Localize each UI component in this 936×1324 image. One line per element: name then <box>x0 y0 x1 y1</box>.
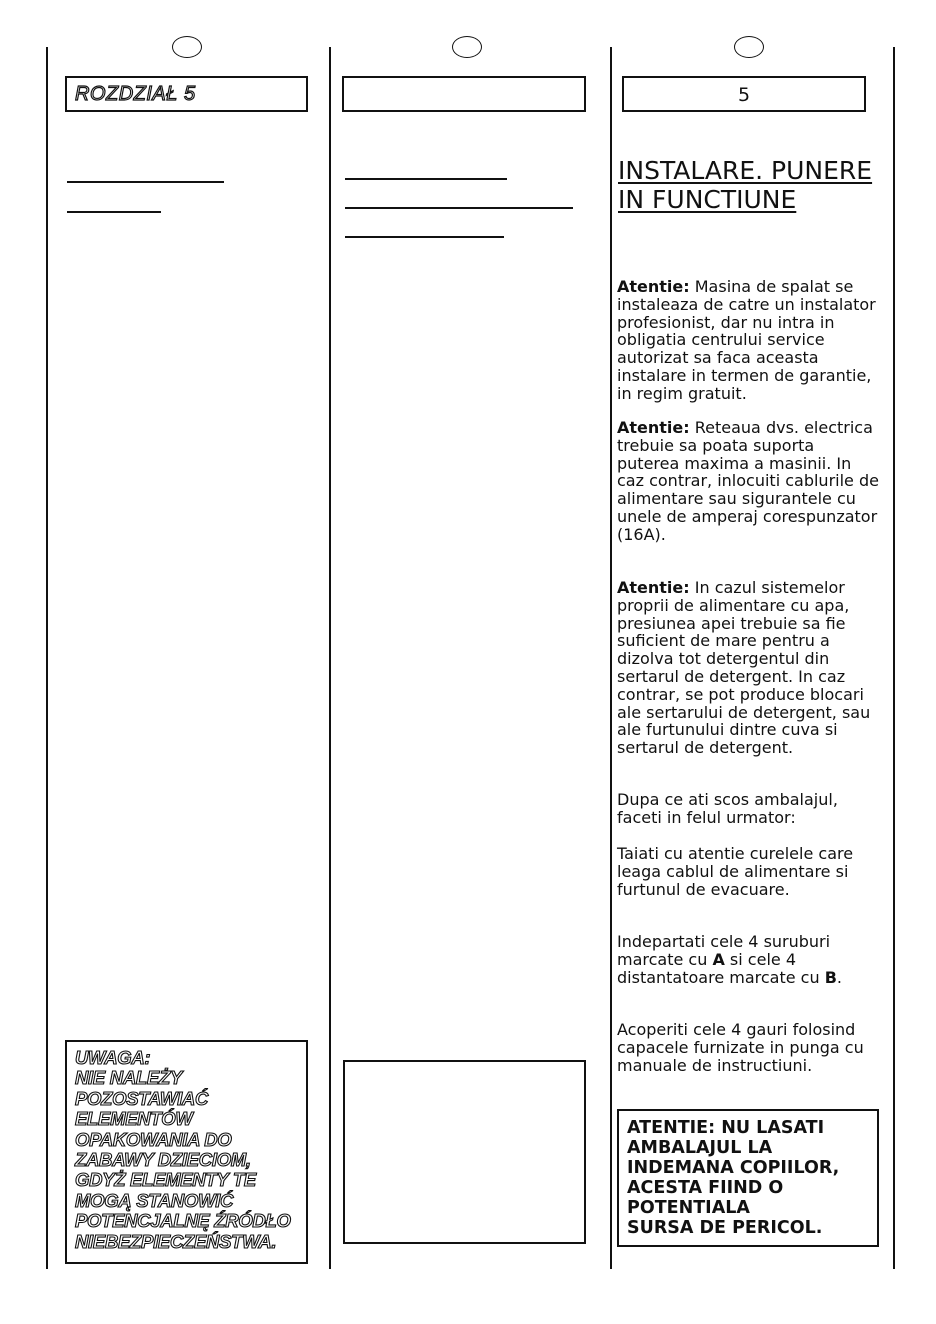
column-divider-1 <box>46 47 48 1269</box>
chapter-header-right <box>622 76 866 112</box>
column-divider-3 <box>610 47 612 1269</box>
warning-line: POTENTIALA <box>627 1198 750 1218</box>
warning-line: NIEBEZPIECZEŃSTWA. <box>75 1230 277 1252</box>
paragraph-screws <box>617 933 879 986</box>
language-badge-middle <box>452 36 482 58</box>
warning-line: POTENCJALNĘ ŹRÓDŁO <box>75 1210 291 1232</box>
warning-line: MOGĄ STANOWIĆ <box>75 1189 234 1211</box>
warning-line: GDYŻ ELEMENTY TE <box>75 1169 256 1191</box>
warning-line: ATENTIE: NU LASATI <box>627 1118 825 1138</box>
warning-line: POZOSTAWIAĆ <box>75 1087 209 1109</box>
column-divider-2 <box>329 47 331 1269</box>
paragraph-text: Dupa ce ati scos ambalajul, faceti in felul urmator: <box>617 790 838 827</box>
warning-line: SURSA DE PERICOL. <box>627 1218 823 1238</box>
warning-box-left <box>65 1040 308 1264</box>
warning-line: ACESTA FIIND O <box>627 1178 784 1198</box>
paragraph-text: Taiati cu atentie curelele care leaga cablul de alimentare si furtunul de evacuare. <box>617 844 854 899</box>
warning-line: NIE NALEŻY <box>75 1067 182 1089</box>
attention-label: Atentie: <box>617 277 690 296</box>
paragraph-text: Acoperiti cele 4 gauri folosind capacele furnizate in punga cu manuale de instructiuni. <box>617 1020 864 1075</box>
heading-underline <box>67 181 224 183</box>
paragraph-attention-2 <box>617 419 879 544</box>
heading-underline <box>345 207 573 209</box>
paragraph-attention-3 <box>617 579 879 757</box>
marker-b: B <box>824 967 837 987</box>
paragraph-straps <box>617 845 879 898</box>
warning-box-right <box>617 1109 879 1247</box>
warning-line: OPAKOWANIA DO <box>75 1128 232 1150</box>
paragraph-text: Indepartati cele 4 suruburi marcate cu <box>617 932 831 969</box>
paragraph-attention-1 <box>617 278 879 403</box>
section-title: INSTALARE. PUNERE IN FUNCTIUNE <box>618 156 873 214</box>
paragraph-text: . <box>836 967 842 987</box>
paragraph-text: si cele 4 distantatoare marcate cu <box>617 949 825 987</box>
column-divider-4 <box>893 47 895 1269</box>
warning-line: AMBALAJUL LA <box>627 1138 773 1158</box>
attention-label: Atentie: <box>617 578 690 597</box>
warning-line: UWAGA: <box>75 1047 151 1068</box>
chapter-header-middle <box>342 76 586 112</box>
heading-underline <box>67 211 161 213</box>
heading-underline <box>345 236 504 238</box>
language-badge-right <box>734 36 764 58</box>
chapter-header-left <box>65 76 308 112</box>
paragraph-text: In cazul sistemelor proprii de alimentare cu apa, presiunea apei trebuie sa fie suficient de mare pentru a dizolva tot detergentul din sertarul de detergent. In caz contrar, se pot produce blocari ale sertarului de detergent, sau ale furtunului dintre cuva si sertarul de detergent. <box>617 578 871 758</box>
chapter-number: 5 <box>737 84 751 106</box>
paragraph-text: Masina de spalat se instaleaza de catre un instalator profesionist, dar nu intra in obligatia centrului service autorizat sa faca aceasta instalare in termen de garantie, in regim gratuit. <box>617 277 876 403</box>
language-badge-left <box>172 36 202 58</box>
paragraph-text: Reteaua dvs. electrica trebuie sa poata suporta puterea maxima a masinii. In caz contrar, inlocuiti cablurile de alimentare sau sigurantele cu unele de amperaj corespunzator (16A). <box>617 418 879 544</box>
attention-label: Atentie: <box>617 418 690 437</box>
warning-line: ZABAWY DZIECIOM, <box>75 1149 251 1171</box>
warning-line: ELEMENTÓW <box>75 1108 193 1130</box>
warning-box-middle <box>343 1060 586 1244</box>
chapter-title: ROZDZIAŁ 5 <box>75 83 196 105</box>
marker-a: A <box>712 949 725 969</box>
paragraph-unpacking <box>617 791 879 827</box>
heading-underline <box>345 178 507 180</box>
paragraph-cover-holes <box>617 1021 879 1074</box>
warning-line: INDEMANA COPIILOR, <box>627 1158 840 1178</box>
